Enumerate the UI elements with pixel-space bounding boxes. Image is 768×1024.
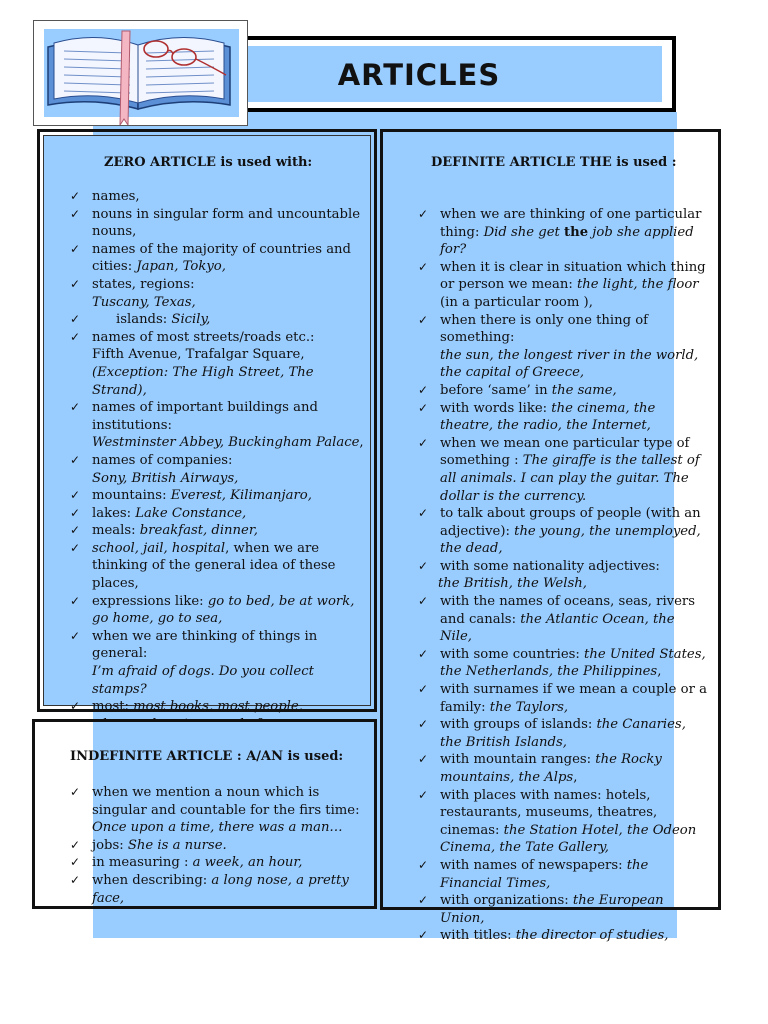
list-item: ✓ with some nationality adjectives: the British, the Welsh, [418,558,660,592]
list-item: ✓ names, [70,189,140,204]
list-item: ✓ most: most books, most people, [70,699,303,715]
check-icon: ✓ [418,752,429,767]
page-title: ARTICLES [337,58,501,92]
list-item: ✓ school, jail, hospital, when we are thinking of the general idea of these places, [70,540,336,592]
book-illustration [33,20,248,126]
list-item: ✓ names of the majority of countries and cities: Japan, Tokyo, [70,241,351,275]
check-icon: ✓ [70,505,81,520]
list-item: ✓ with groups of islands: the Canaries, the British Islands, [418,717,686,750]
list-item: ✓ with organizations: the European Union, [418,893,664,926]
list-item: ✓ meals: breakfast, dinner, [70,523,258,539]
check-icon: ✓ [70,872,81,887]
list-item: ✓ jobs: She is a nurse. [70,837,227,853]
definite-article-list [418,206,710,945]
check-icon: ✓ [70,312,81,327]
list-item: ✓ names of important buildings and institutions: Westminster Abbey, Buckingham Palace, [70,400,364,451]
indefinite-article-heading: INDEFINITE ARTICLE : A/AN is used: [70,749,344,764]
definite-article-panel [380,129,721,944]
check-icon: ✓ [418,717,429,732]
list-item: ✓ when it is clear in situation which thing or person we mean: the light, the floor (in a particular room ), [418,259,706,310]
list-item: ✓ with titles: the director of studies, [418,928,669,944]
indefinite-article-list [70,784,370,907]
list-item: ✓ with mountain ranges: the Rocky mountains, the Alps, [418,752,662,785]
check-icon: ✓ [418,594,429,609]
list-item: ✓ states, regions: Tuscany, Texas, [70,276,196,310]
check-icon: ✓ [418,682,429,697]
check-icon: ✓ [70,855,81,870]
list-item: ✓ with words like: the cinema, the theatre, the radio, the Internet, [418,400,656,434]
check-icon: ✓ [418,787,429,802]
zero-article-panel [37,129,377,715]
list-item: ✓ before ‘same’ in the same, [418,382,617,398]
check-icon: ✓ [70,523,81,538]
list-item: ✓ when describing: a long nose, a pretty face, [70,872,349,906]
check-icon: ✓ [418,506,429,521]
check-icon: ✓ [418,857,429,872]
check-icon: ✓ [70,837,81,852]
list-item: ✓ islands: Sicily, [70,312,211,328]
list-item: ✓ when we are thinking of one particular thing: Did she get the job she applied for? [418,207,702,258]
list-item: ✓ nouns in singular form and uncountable nouns, [70,206,361,240]
list-item: ✓ when we are thinking of things in general: I’m afraid of dogs. Do you collect stamps? [70,628,318,697]
check-icon: ✓ [418,259,429,274]
check-icon: ✓ [418,893,429,908]
check-icon: ✓ [70,699,81,714]
check-icon: ✓ [70,540,81,555]
list-item: ✓ in measuring : a week, an hour, [70,855,303,871]
check-icon: ✓ [418,435,429,450]
list-item: ✓ expressions like: go to bed, be at work, go home, go to sea, [70,593,355,627]
open-book-with-glasses-icon [34,21,247,125]
list-item: ✓ when we mention a noun which is singular and countable for the firs time: Once upon a time, there was a man… [70,785,360,836]
check-icon: ✓ [418,312,429,327]
check-icon: ✓ [418,207,429,221]
check-icon: ✓ [418,928,429,943]
list-item: ✓ with names of newspapers: the Financial Times, [418,857,649,891]
check-icon: ✓ [418,558,429,573]
list-item: ✓ with surnames if we mean a couple or a family: the Taylors, [418,682,707,715]
check-icon: ✓ [70,276,81,291]
zero-article-list [70,188,370,751]
list-item: ✓ with places with names: hotels, restaurants, museums, theatres, cinemas: the Station Hotel, the Odeon Cinema, the Tate Gallery, [418,787,697,856]
check-icon: ✓ [70,241,81,256]
check-icon: ✓ [418,382,429,397]
check-icon: ✓ [70,329,81,344]
indefinite-article-panel [32,719,377,909]
list-item: ✓ when there is only one thing of something: the sun, the longest river in the world, the capital of Greece, [418,312,699,381]
list-item: ✓ with the names of oceans, seas, rivers and canals: the Atlantic Ocean, the Nile, [418,594,695,645]
list-item: ✓ to talk about groups of people (with an adjective): the young, the unemployed, the dead, [418,506,701,557]
list-item: ✓ lakes: Lake Constance, [70,505,247,521]
check-icon: ✓ [70,785,81,799]
definite-article-heading: DEFINITE ARTICLE THE is used : [431,155,677,170]
check-icon: ✓ [418,646,429,661]
check-icon: ✓ [70,189,81,203]
list-item: ✓ names of most streets/roads etc.: Fifth Avenue, Trafalgar Square, (Exception: The High Street, The Strand), [70,329,315,398]
check-icon: ✓ [70,206,81,221]
list-item: ✓ when we mean one particular type of something : The giraffe is the tallest of all animals. I can play the guitar. The dollar is the currency. [418,435,700,504]
list-item: ✓ with some countries: the United States, the Netherlands, the Philippines, [418,646,706,680]
check-icon: ✓ [70,452,81,467]
list-item: ✓ mountains: Everest, Kilimanjaro, [70,488,312,504]
check-icon: ✓ [418,400,429,415]
check-icon: ✓ [70,488,81,503]
check-icon: ✓ [70,628,81,643]
check-icon: ✓ [70,400,81,415]
check-icon: ✓ [70,593,81,608]
list-item: ✓ names of companies: Sony, British Airways, [70,452,239,486]
zero-article-heading: ZERO ARTICLE is used with: [104,155,313,170]
